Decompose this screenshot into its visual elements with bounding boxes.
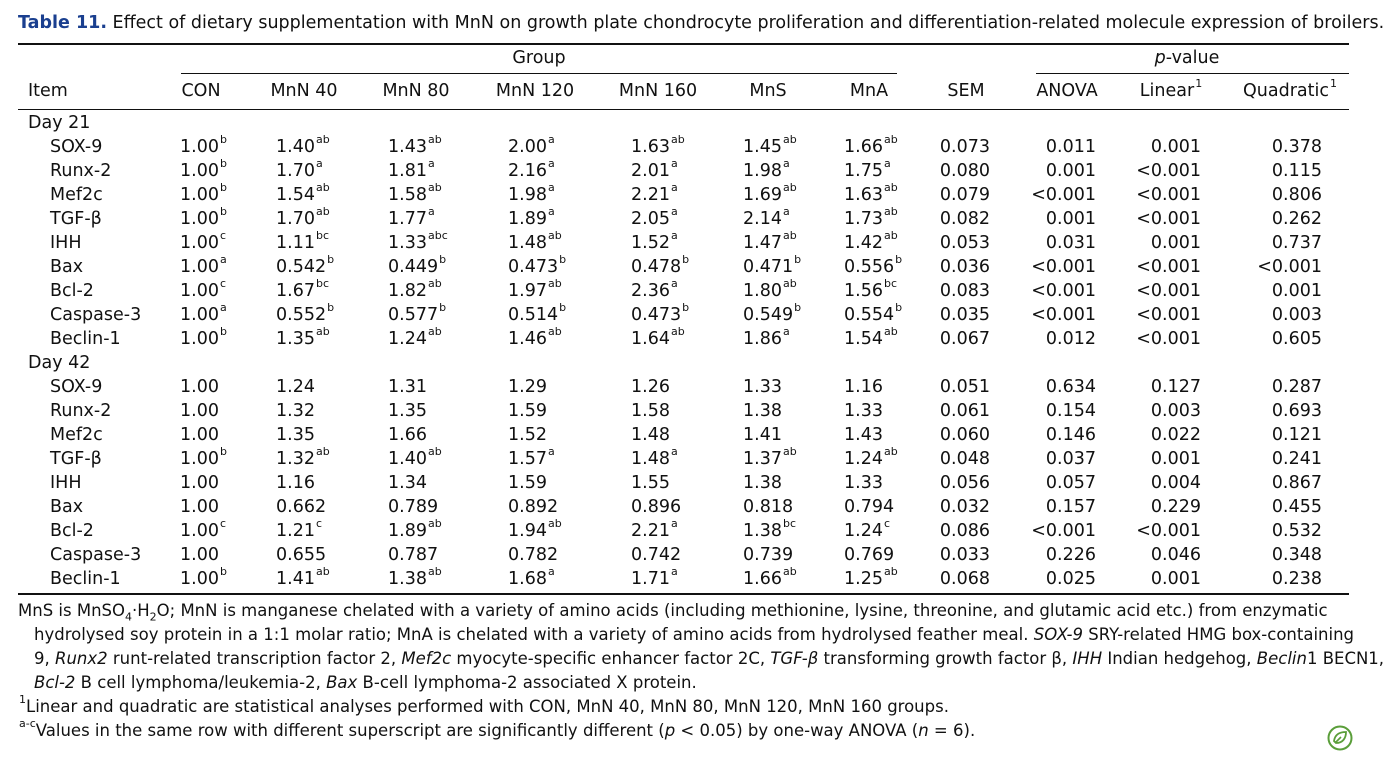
table-cell: 0.737 bbox=[1271, 233, 1322, 253]
row-item: Beclin-1 bbox=[50, 329, 121, 349]
table-cell: 2.21$^a$ bbox=[631, 517, 678, 541]
column-header: MnS bbox=[749, 81, 787, 101]
table-cell: 0.053 bbox=[939, 233, 990, 253]
table-cell: 1.35$^{ab}$ bbox=[276, 325, 330, 349]
table-cell: 0.154 bbox=[1045, 401, 1096, 421]
table-label: Table 11. bbox=[18, 13, 107, 33]
table-cell: 0.001 bbox=[1271, 281, 1322, 301]
table-cell: 1.38$^{bc}$ bbox=[743, 517, 796, 541]
caption-text: Effect of dietary supplementation with MnN on growth plate chondrocyte proliferation and differentiation-related molecule expression of broilers. bbox=[106, 13, 1384, 33]
table-cell: 0.473$^b$ bbox=[631, 301, 690, 325]
table-cell: 0.605 bbox=[1271, 329, 1322, 349]
table-cell: 0.001 bbox=[1045, 161, 1096, 181]
table-cell: 0.086 bbox=[939, 521, 990, 541]
table-cell: 0.806 bbox=[1271, 185, 1322, 205]
table-cell: 2.21$^a$ bbox=[631, 181, 678, 205]
table-cell: 1.58 bbox=[631, 401, 670, 421]
table-cell: 1.46$^{ab}$ bbox=[508, 325, 562, 349]
table-cell: 1.67$^{bc}$ bbox=[276, 277, 329, 301]
group-underline bbox=[181, 73, 897, 74]
column-header: Linear$^1$ bbox=[1139, 77, 1203, 101]
table-cell: 1.54$^{ab}$ bbox=[844, 325, 898, 349]
table-cell: 1.33 bbox=[844, 473, 883, 493]
table-cell: 1.55 bbox=[631, 473, 670, 493]
row-item: Beclin-1 bbox=[50, 569, 121, 589]
table-cell: 2.05$^a$ bbox=[631, 205, 678, 229]
table-cell: 0.549$^b$ bbox=[743, 301, 802, 325]
top-rule bbox=[18, 43, 1349, 45]
table-cell: 0.867 bbox=[1271, 473, 1322, 493]
table-cell: 0.455 bbox=[1271, 497, 1322, 517]
table-cell: 1.86$^a$ bbox=[743, 325, 790, 349]
table-cell: 1.82$^{ab}$ bbox=[388, 277, 442, 301]
table-cell: 2.14$^a$ bbox=[743, 205, 790, 229]
table-cell: 0.046 bbox=[1150, 545, 1201, 565]
table-cell: 0.556$^b$ bbox=[844, 253, 903, 277]
table-cell: 1.59 bbox=[508, 473, 547, 493]
table-cell: 0.818 bbox=[743, 497, 794, 517]
table-cell: 1.56$^{bc}$ bbox=[844, 277, 897, 301]
table-cell: 1.11$^{bc}$ bbox=[276, 229, 329, 253]
table-cell: 0.067 bbox=[939, 329, 990, 349]
table-cell: 0.769 bbox=[844, 545, 895, 565]
footnote-abbrev-2: hydrolysed soy protein in a 1:1 molar ratio; MnA is chelated with a variety of amino acids from hydrolysed feather meal. SOX-9 SRY-related HMG box-containing bbox=[34, 625, 1355, 644]
row-item: SOX-9 bbox=[50, 137, 103, 157]
table-cell: 0.022 bbox=[1150, 425, 1201, 445]
table-cell: 0.001 bbox=[1045, 209, 1096, 229]
table-cell: 1.24 bbox=[276, 377, 315, 397]
table-cell: 0.036 bbox=[939, 257, 990, 277]
table-cell: 1.70$^{ab}$ bbox=[276, 205, 330, 229]
table-cell: 1.68$^a$ bbox=[508, 565, 555, 589]
table-cell: 0.662 bbox=[276, 497, 327, 517]
table-cell: 1.43 bbox=[844, 425, 883, 445]
table-cell: 1.40$^{ab}$ bbox=[276, 133, 330, 157]
table-cell: 0.079 bbox=[939, 185, 990, 205]
table-cell: 1.38$^{ab}$ bbox=[388, 565, 442, 589]
table-cell: 0.033 bbox=[939, 545, 990, 565]
table-cell: 1.37$^{ab}$ bbox=[743, 445, 797, 469]
table-cell: 1.35 bbox=[388, 401, 427, 421]
row-item: Bcl-2 bbox=[50, 521, 94, 541]
row-item: Bax bbox=[50, 257, 84, 277]
row-item: IHH bbox=[50, 473, 82, 493]
table-cell: 0.739 bbox=[743, 545, 794, 565]
table-cell: 1.71$^a$ bbox=[631, 565, 678, 589]
table-cell: 0.025 bbox=[1045, 569, 1096, 589]
row-item: Runx-2 bbox=[50, 401, 112, 421]
table-cell: 1.94$^{ab}$ bbox=[508, 517, 562, 541]
row-item: TGF-β bbox=[50, 209, 102, 229]
table-cell: 0.514$^b$ bbox=[508, 301, 567, 325]
table-cell: 1.00 bbox=[180, 497, 219, 517]
table-cell: <0.001 bbox=[1031, 185, 1096, 205]
row-item: IHH bbox=[50, 233, 82, 253]
row-item: Caspase-3 bbox=[50, 545, 142, 565]
footnote-abbrev-3: 9, Runx2 runt-related transcription factor 2, Mef2c myocyte-specific enhancer factor 2C, TGF-β transforming growth factor β, IHH Indian hedgehog, Beclin1 BECN1, bbox=[34, 649, 1384, 668]
pvalue-underline bbox=[1036, 73, 1349, 74]
table-cell: 0.471$^b$ bbox=[743, 253, 802, 277]
column-header: Quadratic$^1$ bbox=[1243, 77, 1337, 101]
table-cell: 1.52 bbox=[508, 425, 547, 445]
table-cell: <0.001 bbox=[1136, 185, 1201, 205]
table-cell: 1.00$^b$ bbox=[180, 157, 227, 181]
table-cell: 0.794 bbox=[844, 497, 895, 517]
table-cell: 1.75$^a$ bbox=[844, 157, 891, 181]
table-cell: 0.061 bbox=[939, 401, 990, 421]
column-header: MnN 40 bbox=[270, 81, 338, 101]
table-cell: 1.29 bbox=[508, 377, 547, 397]
table-cell: 1.45$^{ab}$ bbox=[743, 133, 797, 157]
table-cell: <0.001 bbox=[1136, 161, 1201, 181]
table-cell: 0.012 bbox=[1045, 329, 1096, 349]
table-cell: 0.896 bbox=[631, 497, 682, 517]
table-cell: 1.47$^{ab}$ bbox=[743, 229, 797, 253]
table-cell: 0.378 bbox=[1271, 137, 1322, 157]
table-cell: 1.33 bbox=[743, 377, 782, 397]
table-cell: 1.00 bbox=[180, 473, 219, 493]
table-cell: 0.056 bbox=[939, 473, 990, 493]
footnote-superscripts: $^{a-c}$Values in the same row with different superscript are significantly different (p < 0.05) by one-way ANOVA (n = 6). bbox=[19, 717, 976, 740]
table-cell: 0.157 bbox=[1045, 497, 1096, 517]
table-cell: 1.58$^{ab}$ bbox=[388, 181, 442, 205]
table-cell: 0.348 bbox=[1271, 545, 1322, 565]
table-cell: 1.69$^{ab}$ bbox=[743, 181, 797, 205]
table-cell: 1.34 bbox=[388, 473, 427, 493]
table-cell: 1.97$^{ab}$ bbox=[508, 277, 562, 301]
footnote-linear-quadratic: $^1$Linear and quadratic are statistical analyses performed with CON, MnN 40, MnN 80, MnN 120, MnN 160 groups. bbox=[19, 693, 949, 716]
table-cell: 2.36$^a$ bbox=[631, 277, 678, 301]
table-cell: 1.98$^a$ bbox=[508, 181, 555, 205]
table-cell: 0.073 bbox=[939, 137, 990, 157]
table-cell: <0.001 bbox=[1136, 329, 1201, 349]
table-cell: 0.003 bbox=[1271, 305, 1322, 325]
table-cell: 1.48$^a$ bbox=[631, 445, 678, 469]
column-header-item: Item bbox=[28, 81, 68, 101]
header-rule bbox=[18, 109, 1349, 110]
table-cell: 1.41 bbox=[743, 425, 782, 445]
table-caption bbox=[18, 13, 1384, 33]
table-cell: 1.54$^{ab}$ bbox=[276, 181, 330, 205]
table-cell: <0.001 bbox=[1136, 305, 1201, 325]
table-cell: 1.24$^{ab}$ bbox=[844, 445, 898, 469]
table-cell: 0.048 bbox=[939, 449, 990, 469]
column-header: MnN 120 bbox=[495, 81, 575, 101]
table-cell: 1.00$^b$ bbox=[180, 325, 227, 349]
table-cell: 1.00$^c$ bbox=[180, 517, 227, 541]
table-cell: 1.73$^{ab}$ bbox=[844, 205, 898, 229]
table-cell: 1.64$^{ab}$ bbox=[631, 325, 685, 349]
table-cell: 1.00$^c$ bbox=[180, 277, 227, 301]
footnote-abbrev-4: Bcl-2 B cell lymphoma/leukemia-2, Bax B-cell lymphoma-2 associated X protein. bbox=[34, 673, 697, 692]
table-cell: 0.003 bbox=[1150, 401, 1201, 421]
column-header: MnA bbox=[849, 81, 889, 101]
table-cell: 0.693 bbox=[1271, 401, 1322, 421]
footnote-abbrev-1: MnS is $MnSO_4\cdot H_2O$; MnN is manganese chelated with a variety of amino acids (including methionine, lysine, threonine, and glutamic acid etc.) from enzymatic bbox=[18, 601, 1328, 624]
table-cell: 0.060 bbox=[939, 425, 990, 445]
table-cell: 0.229 bbox=[1150, 497, 1201, 517]
table-cell: 0.478$^b$ bbox=[631, 253, 690, 277]
table-cell: 1.33$^{abc}$ bbox=[388, 229, 448, 253]
row-item: Mef2c bbox=[50, 185, 103, 205]
table-cell: 1.66$^{ab}$ bbox=[743, 565, 797, 589]
table-cell: 1.52$^a$ bbox=[631, 229, 678, 253]
table-cell: 1.32$^{ab}$ bbox=[276, 445, 330, 469]
table-cell: 1.38 bbox=[743, 473, 782, 493]
table-cell: 0.051 bbox=[939, 377, 990, 397]
column-header: MnN 160 bbox=[618, 81, 698, 101]
table-cell: 1.89$^a$ bbox=[508, 205, 555, 229]
table-cell: 0.552$^b$ bbox=[276, 301, 335, 325]
table-cell: 1.16 bbox=[276, 473, 315, 493]
table-cell: 1.00$^b$ bbox=[180, 181, 227, 205]
row-item: Bax bbox=[50, 497, 84, 517]
table-cell: 1.59 bbox=[508, 401, 547, 421]
row-item: Caspase-3 bbox=[50, 305, 142, 325]
table-cell: 1.00$^b$ bbox=[180, 565, 227, 589]
table-cell: 0.001 bbox=[1150, 449, 1201, 469]
table-cell: 0.789 bbox=[388, 497, 439, 517]
table-cell: 1.63$^{ab}$ bbox=[631, 133, 685, 157]
table-cell: 0.655 bbox=[276, 545, 327, 565]
table-cell: 0.892 bbox=[508, 497, 559, 517]
pvalue-header: p-value bbox=[1154, 48, 1220, 68]
table-cell: 0.121 bbox=[1271, 425, 1322, 445]
table-cell: <0.001 bbox=[1031, 521, 1096, 541]
table-cell: 2.01$^a$ bbox=[631, 157, 678, 181]
table-cell: 1.26 bbox=[631, 377, 670, 397]
row-item: TGF-β bbox=[50, 449, 102, 469]
open-access-leaf-icon[interactable] bbox=[1327, 725, 1353, 751]
row-item: Mef2c bbox=[50, 425, 103, 445]
table-cell: 0.127 bbox=[1150, 377, 1201, 397]
table-cell: 0.057 bbox=[1045, 473, 1096, 493]
table-cell: <0.001 bbox=[1257, 257, 1322, 277]
table-cell: 1.00$^b$ bbox=[180, 205, 227, 229]
row-item: Runx-2 bbox=[50, 161, 112, 181]
table-cell: 0.115 bbox=[1271, 161, 1322, 181]
column-header: ANOVA bbox=[1036, 81, 1098, 101]
table-cell: 1.35 bbox=[276, 425, 315, 445]
table-cell: 0.037 bbox=[1045, 449, 1096, 469]
table-cell: 0.146 bbox=[1045, 425, 1096, 445]
table-cell: 0.532 bbox=[1271, 521, 1322, 541]
table-cell: 1.40$^{ab}$ bbox=[388, 445, 442, 469]
table-cell: 1.63$^{ab}$ bbox=[844, 181, 898, 205]
section-label: Day 21 bbox=[28, 113, 91, 133]
table-cell: 0.542$^b$ bbox=[276, 253, 335, 277]
table-cell: 1.00$^c$ bbox=[180, 229, 227, 253]
table-cell: 1.31 bbox=[388, 377, 427, 397]
table-cell: 1.00 bbox=[180, 401, 219, 421]
table-cell: 1.00$^a$ bbox=[180, 301, 227, 325]
table-cell: 0.083 bbox=[939, 281, 990, 301]
table-cell: 2.16$^a$ bbox=[508, 157, 555, 181]
table-cell: 0.634 bbox=[1045, 377, 1096, 397]
table-cell: 0.238 bbox=[1271, 569, 1322, 589]
table-cell: 0.031 bbox=[1045, 233, 1096, 253]
table-cell: <0.001 bbox=[1136, 521, 1201, 541]
table-cell: 1.48 bbox=[631, 425, 670, 445]
table-cell: 1.00$^a$ bbox=[180, 253, 227, 277]
column-header: MnN 80 bbox=[382, 81, 450, 101]
table-cell: <0.001 bbox=[1031, 305, 1096, 325]
table-cell: 2.00$^a$ bbox=[508, 133, 555, 157]
table-cell: 1.38 bbox=[743, 401, 782, 421]
table-cell: 0.449$^b$ bbox=[388, 253, 447, 277]
table-cell: 0.473$^b$ bbox=[508, 253, 567, 277]
table-cell: 1.98$^a$ bbox=[743, 157, 790, 181]
column-header: SEM bbox=[947, 81, 985, 101]
table-cell: 1.66$^{ab}$ bbox=[844, 133, 898, 157]
table-cell: 0.080 bbox=[939, 161, 990, 181]
table-cell: 0.577$^b$ bbox=[388, 301, 447, 325]
table-cell: 1.80$^{ab}$ bbox=[743, 277, 797, 301]
table-cell: 1.00$^b$ bbox=[180, 445, 227, 469]
table-cell: 1.24$^c$ bbox=[844, 517, 891, 541]
table-cell: 0.262 bbox=[1271, 209, 1322, 229]
table-cell: 0.032 bbox=[939, 497, 990, 517]
table-cell: 1.41$^{ab}$ bbox=[276, 565, 330, 589]
table-cell: 1.81$^a$ bbox=[388, 157, 435, 181]
table-cell: 1.25$^{ab}$ bbox=[844, 565, 898, 589]
table-cell: 0.082 bbox=[939, 209, 990, 229]
table-cell: 1.77$^a$ bbox=[388, 205, 435, 229]
table-cell: 0.742 bbox=[631, 545, 682, 565]
table-cell: 0.068 bbox=[939, 569, 990, 589]
table-cell: 1.89$^{ab}$ bbox=[388, 517, 442, 541]
table-cell: 0.782 bbox=[508, 545, 559, 565]
table-cell: 0.001 bbox=[1150, 233, 1201, 253]
column-header: CON bbox=[181, 81, 221, 101]
group-header: Group bbox=[512, 48, 566, 68]
table-cell: 0.287 bbox=[1271, 377, 1322, 397]
table-cell: 1.57$^a$ bbox=[508, 445, 555, 469]
table-cell: 1.00 bbox=[180, 545, 219, 565]
table-cell: 1.00$^b$ bbox=[180, 133, 227, 157]
table-cell: 0.001 bbox=[1150, 569, 1201, 589]
table-cell: 0.004 bbox=[1150, 473, 1201, 493]
row-item: Bcl-2 bbox=[50, 281, 94, 301]
table-cell: 1.33 bbox=[844, 401, 883, 421]
table-cell: 0.241 bbox=[1271, 449, 1322, 469]
section-label: Day 42 bbox=[28, 353, 91, 373]
table-cell: 1.21$^c$ bbox=[276, 517, 323, 541]
bottom-rule bbox=[18, 593, 1349, 595]
table-cell: 0.226 bbox=[1045, 545, 1096, 565]
table-cell: 1.16 bbox=[844, 377, 883, 397]
table-cell: 0.011 bbox=[1045, 137, 1096, 157]
table-cell: <0.001 bbox=[1136, 209, 1201, 229]
table-cell: 1.00 bbox=[180, 377, 219, 397]
table-cell: <0.001 bbox=[1136, 257, 1201, 277]
table-cell: 0.787 bbox=[388, 545, 439, 565]
table-cell: 1.24$^{ab}$ bbox=[388, 325, 442, 349]
table-cell: 1.48$^{ab}$ bbox=[508, 229, 562, 253]
table-cell: 0.035 bbox=[939, 305, 990, 325]
table-cell: <0.001 bbox=[1031, 257, 1096, 277]
table-cell: <0.001 bbox=[1031, 281, 1096, 301]
table-cell: 0.001 bbox=[1150, 137, 1201, 157]
table-cell: 1.42$^{ab}$ bbox=[844, 229, 898, 253]
table-cell: 0.554$^b$ bbox=[844, 301, 903, 325]
table-cell: 1.00 bbox=[180, 425, 219, 445]
table-cell: <0.001 bbox=[1136, 281, 1201, 301]
table-cell: 1.32 bbox=[276, 401, 315, 421]
row-item: SOX-9 bbox=[50, 377, 103, 397]
table-cell: 1.66 bbox=[388, 425, 427, 445]
table-cell: 1.70$^a$ bbox=[276, 157, 323, 181]
table-cell: 1.43$^{ab}$ bbox=[388, 133, 442, 157]
